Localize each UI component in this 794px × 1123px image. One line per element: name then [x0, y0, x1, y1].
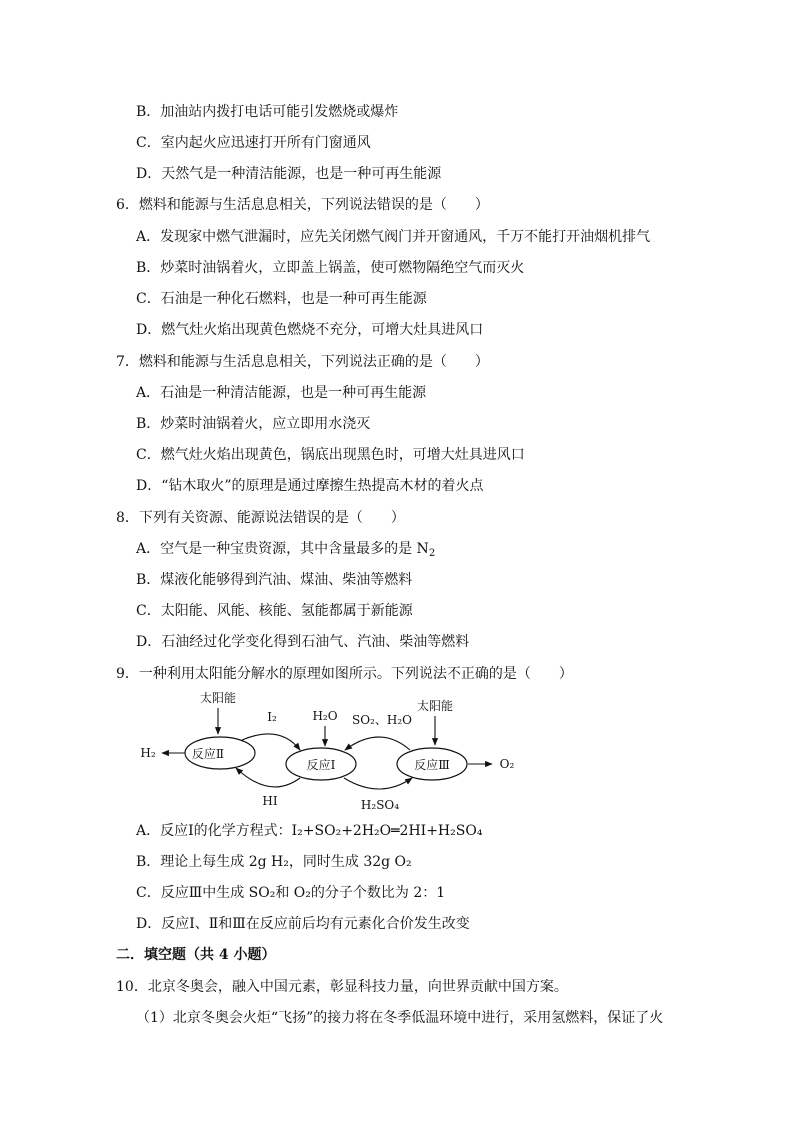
q7-option-b: B．炒菜时油锅着火，应立即用水浇灭	[136, 416, 371, 432]
q9-stem: 9．一种利用太阳能分解水的原理如图所示。下列说法不正确的是（ ）	[116, 666, 573, 682]
q9-option-d: D．反应Ⅰ、Ⅱ和Ⅲ在反应前后均有元素化合价发生改变	[136, 916, 470, 932]
q8-option-a	[136, 540, 435, 558]
h2-label: H₂	[140, 746, 156, 760]
q5-option-c: C．室内起火应迅速打开所有门窗通风	[136, 135, 371, 151]
q6-stem: 6．燃料和能源与生活息息相关，下列说法错误的是（ ）	[116, 197, 489, 213]
so2-h2o-label: SO₂、H₂O	[352, 713, 412, 727]
q8-option-a-text: A．空气是一种宝贵资源，其中含量最多的是 N	[136, 541, 429, 557]
hi-label: HI	[262, 794, 278, 808]
q6-option-c: C．石油是一种化石燃料，也是一种可再生能源	[136, 291, 427, 307]
q8-option-b: B．煤液化能够得到汽油、煤油、柴油等燃料	[136, 572, 413, 588]
q9-option-b: B．理论上每生成 2g H₂，同时生成 32g O₂	[136, 854, 412, 870]
q7-option-d: D．“钻木取火”的原理是通过摩擦生热提高木材的着火点	[136, 478, 484, 494]
q6-option-a: A．发现家中燃气泄漏时，应先关闭燃气阀门并开窗通风，千万不能打开油烟机排气	[136, 229, 651, 245]
reaction-3-label: 反应Ⅲ	[414, 758, 450, 772]
solar-water-splitting-diagram	[130, 688, 530, 814]
section-2-heading: 二．填空题（共 4 小题）	[116, 947, 276, 963]
reaction-2-label: 反应Ⅱ	[191, 747, 225, 761]
h2so4-arrow	[344, 778, 412, 789]
q6-option-d: D．燃气灶火焰出现黄色燃烧不充分，可增大灶具进风口	[136, 322, 484, 338]
q7-stem: 7．燃料和能源与生活息息相关，下列说法正确的是（ ）	[116, 354, 489, 370]
q8-option-a-subscript: 2	[428, 548, 436, 559]
solar-energy-right-label: 太阳能	[416, 699, 454, 713]
q5-option-b: B．加油站内拨打电话可能引发燃烧或爆炸	[136, 104, 399, 120]
h2so4-label: H₂SO₄	[360, 798, 400, 812]
q8-stem: 8．下列有关资源、能源说法错误的是（ ）	[116, 510, 405, 526]
q5-option-d: D．天然气是一种清洁能源，也是一种可再生能源	[136, 166, 442, 182]
i2-arrow	[242, 734, 300, 750]
reaction-1-label: 反应Ⅰ	[306, 758, 336, 772]
q8-option-d: D．石油经过化学变化得到石油气、汽油、柴油等燃料	[136, 634, 470, 650]
i2-label: I₂	[267, 710, 277, 724]
q9-option-c: C．反应Ⅲ中生成 SO₂和 O₂的分子个数比为 2：1	[136, 885, 446, 901]
q7-option-a: A．石油是一种清洁能源，也是一种可再生能源	[136, 385, 427, 401]
so2-h2o-arrow	[345, 737, 410, 750]
q10-stem: 10．北京冬奥会，融入中国元素，彰显科技力量，向世界贡献中国方案。	[116, 979, 568, 995]
q8-option-c: C．太阳能、风能、核能、氢能都属于新能源	[136, 603, 413, 619]
q6-option-b: B．炒菜时油锅着火，立即盖上锅盖，使可燃物隔绝空气而灭火	[136, 260, 525, 276]
hi-arrow	[236, 768, 300, 787]
q9-option-a: A．反应Ⅰ的化学方程式：I₂+SO₂+2H₂O═2HI+H₂SO₄	[136, 823, 483, 839]
q7-option-c: C．燃气灶火焰出现黄色，锅底出现黑色时，可增大灶具进风口	[136, 447, 525, 463]
h2o-label: H₂O	[312, 709, 338, 723]
solar-energy-left-label: 太阳能	[199, 691, 237, 705]
o2-label: O₂	[499, 757, 515, 771]
q10-subquestion-1: （1）北京冬奥会火炬“飞扬”的接力将在冬季低温环境中进行，采用氢燃料，保证了火	[136, 1010, 664, 1026]
